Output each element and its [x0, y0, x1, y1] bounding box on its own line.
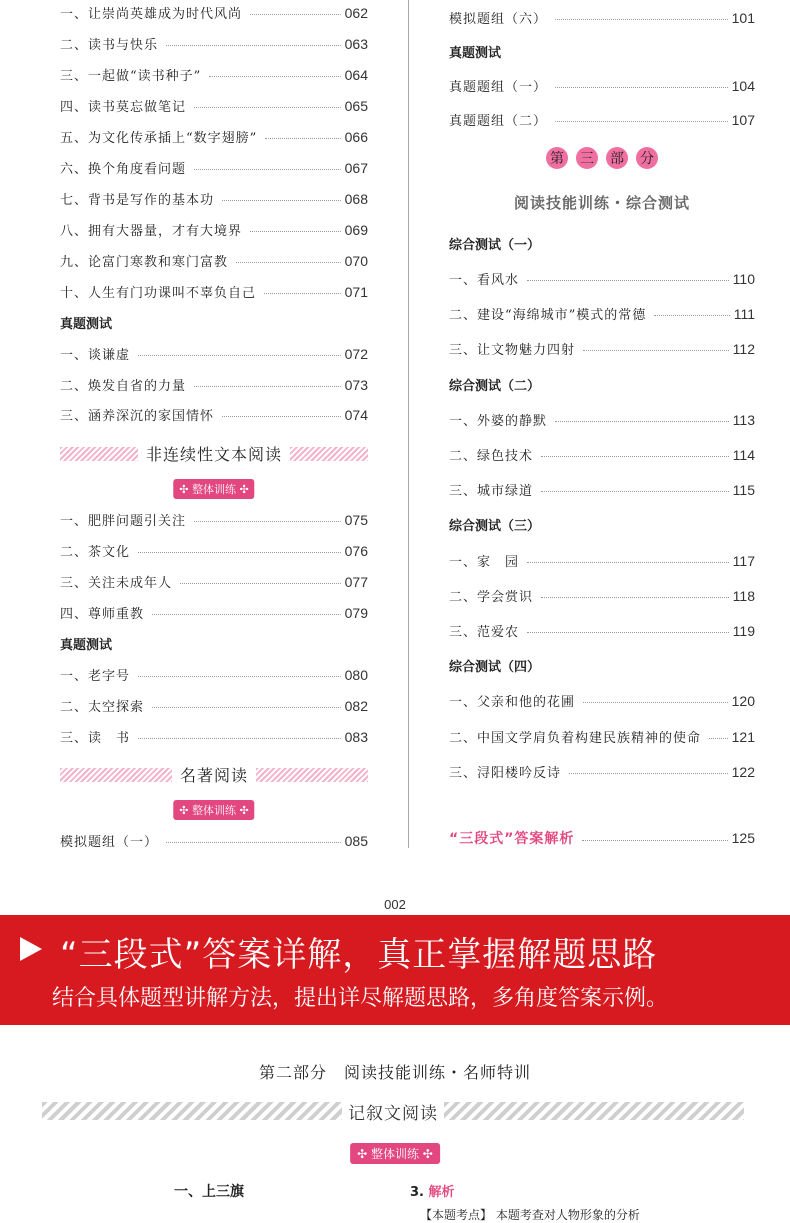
toc-entry[interactable]: 一、外婆的静默 113 [449, 411, 755, 429]
toc-entry[interactable]: 二、建设“海绵城市”模式的常德 111 [449, 305, 755, 323]
part-title [449, 147, 755, 169]
toc-entry[interactable]: 六、换个角度看问题 067 [60, 159, 368, 177]
toc-entry[interactable]: 三、关注未成年人 077 [60, 573, 368, 591]
toc-entry[interactable]: 四、尊师重教 079 [60, 604, 368, 622]
toc-entry[interactable]: 二、茶文化 076 [60, 542, 368, 560]
toc-entry[interactable]: 二、读书与快乐 063 [60, 35, 368, 53]
toc-entry[interactable]: 一、看风水 110 [449, 270, 755, 288]
toc-entry[interactable]: 三、涵养深沉的家国情怀 074 [60, 406, 368, 424]
cut-off-text: 【本题考点】 本题考查对人物形象的分析 [420, 1208, 640, 1222]
page-number: 002 [384, 897, 406, 912]
section-title: 非连续性文本阅读 [146, 445, 283, 464]
subheading: 真题测试 [60, 638, 113, 653]
column-divider [408, 0, 409, 848]
toc-entry[interactable]: 一、谈谦虚 072 [60, 345, 368, 363]
part-char: 三 [576, 147, 598, 169]
toc-entry[interactable]: 模拟题组（六） 101 [449, 9, 755, 27]
play-arrow-icon [20, 937, 42, 961]
toc-entry[interactable]: 五、为文化传承插上“数字翅膀” 066 [60, 128, 368, 146]
toc-entry[interactable]: 二、太空探索 082 [60, 697, 368, 715]
banner-headline: “三段式”答案详解，真正掌握解题思路 [60, 935, 658, 975]
toc-entry[interactable]: 二、绿色技术 114 [449, 446, 755, 464]
subheading: 真题测试 [60, 317, 113, 332]
toc-entry[interactable]: 真题题组（二） 107 [449, 111, 755, 129]
section-title: 名著阅读 [180, 766, 249, 785]
toc-entry[interactable]: 二、学会赏识 118 [449, 587, 755, 605]
part-char: 第 [546, 147, 568, 169]
lower-section-banner [42, 1100, 744, 1122]
toc-entry[interactable]: 八、拥有大器量，才有大境界 069 [60, 221, 368, 239]
toc-entry[interactable]: 三、浔阳楼吟反诗 122 [449, 763, 755, 781]
toc-entry[interactable]: 三、让文物魅力四射 112 [449, 340, 755, 358]
toc-entry[interactable]: 三、一起做“读书种子” 064 [60, 66, 368, 84]
group-heading: 综合测试（二） [449, 379, 541, 394]
toc-entry[interactable]: 一、家 园 117 [449, 552, 755, 570]
toc-entry[interactable]: 模拟题组（一） 085 [60, 832, 368, 850]
training-badge: ✣ 整体训练 ✣ [173, 800, 254, 820]
training-badge: ✣ 整体训练 ✣ [173, 479, 254, 499]
section-banner [60, 442, 368, 465]
part-char: 部 [606, 147, 628, 169]
toc-entry[interactable]: 一、老字号 080 [60, 666, 368, 684]
subheading: 真题测试 [449, 46, 502, 61]
toc-entry[interactable]: 三、范爱农 119 [449, 622, 755, 640]
toc-entry[interactable]: 九、论富门寒教和寒门富教 070 [60, 252, 368, 270]
lower-item-title: 一、上三旗 [174, 1184, 244, 1200]
part-subtitle: 阅读技能训练・综合测试 [513, 194, 690, 212]
toc-entry[interactable]: 二、焕发自省的力量 073 [60, 376, 368, 394]
group-heading: 综合测试（三） [449, 519, 541, 534]
toc-entry[interactable]: 一、肥胖问题引关注 075 [60, 511, 368, 529]
group-heading: 综合测试（四） [449, 660, 541, 675]
lower-training-badge: ✣ 整体训练 ✣ [350, 1143, 440, 1164]
part-char: 分 [636, 147, 658, 169]
promo-banner [0, 915, 790, 1025]
toc-entry[interactable]: 一、父亲和他的花圃 120 [449, 692, 755, 710]
lower-part-title: 第二部分 阅读技能训练・名师特训 [258, 1063, 531, 1082]
toc-entry[interactable]: 四、读书莫忘做笔记 065 [60, 97, 368, 115]
answer-label: 3. 解析 [410, 1185, 455, 1200]
section-banner [60, 763, 368, 786]
toc-entry[interactable]: 三、城市绿道 115 [449, 481, 755, 499]
group-heading: 综合测试（一） [449, 238, 541, 253]
toc-entry[interactable]: 七、背书是写作的基本功 068 [60, 190, 368, 208]
toc-entry[interactable]: 真题题组（一） 104 [449, 77, 755, 95]
toc-entry[interactable]: 十、人生有门功课叫不辜负自己 071 [60, 283, 368, 301]
banner-subline: 结合具体题型讲解方法，提出详尽解题思路，多角度答案示例。 [52, 986, 669, 1011]
toc-entry[interactable]: 三、读 书 083 [60, 728, 368, 746]
answer-analysis-entry[interactable]: “三段式”答案解析 125 [449, 830, 755, 847]
toc-entry[interactable]: 一、让崇尚英雄成为时代风尚 062 [60, 4, 368, 22]
toc-entry[interactable]: 二、中国文学肩负着构建民族精神的使命 121 [449, 728, 755, 746]
lower-section-title: 记叙文阅读 [348, 1103, 438, 1124]
